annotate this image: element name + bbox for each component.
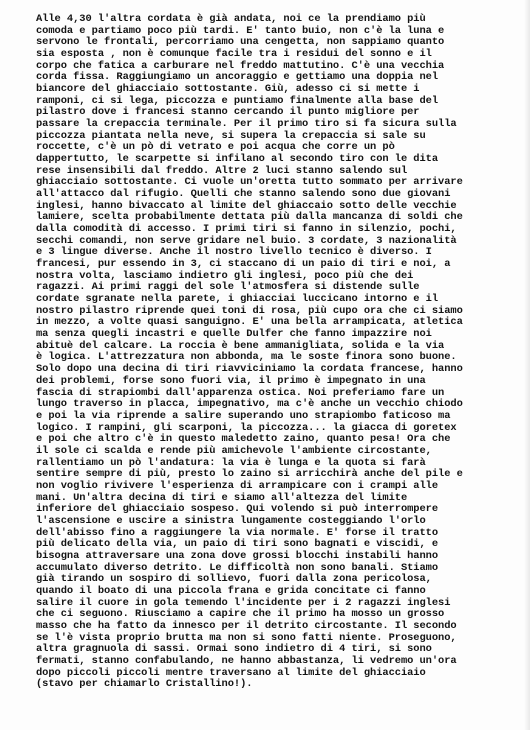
text-line: fascia di strapiombi dall'apparenza ostica. Noi preferiamo fare un: [36, 386, 445, 399]
text-line: nostra volta, lasciamo indietro gli inglesi, poco più che dei: [36, 269, 414, 282]
text-line: servono le frontali, percorriamo una cengetta, non sappiamo quanto: [36, 36, 445, 49]
text-line: lamiere, scelta probabilmente dettata più dalla mancanza di soldi che: [36, 211, 463, 224]
text-line: dappertutto, le scarpette si infilano al secondo tiro con le dita: [36, 153, 439, 166]
text-line: fermati, stanno confabulando, ne hanno abbastanza, li vedremo un'ora: [36, 654, 457, 667]
text-line: ma senza quegli incastri e quelle Dulfer che fanno impazzire noi: [36, 328, 432, 341]
text-line: dei problemi, forse sono fuori via, il primo è impegnato in una: [36, 374, 426, 387]
text-line: logico. I rampini, gli scarponi, la piccozza... la giacca di goretex: [36, 421, 457, 434]
text-line: cordate sgranate nella parete, i ghiacciai luccicano intorno e il: [36, 293, 439, 306]
text-line: Solo dopo una decina di tiri riavviciniamo la cordata francese, hanno: [36, 363, 463, 376]
text-line: non voglio rivivere l'esperienza di arrampicare con i crampi alle: [36, 479, 439, 492]
text-line: che ci seguono. Riusciamo a capire che il primo ha mosso un grosso: [36, 608, 445, 621]
text-line: secchi comandi, non serve gridare nel buio. 3 cordate, 3 nazionalità: [36, 234, 457, 247]
text-line: quando il boato di una piccola frana e grida concitate ci fanno: [36, 584, 426, 597]
text-line: inglesi, hanno bivaccato al limite del ghiaccaio sotto delle vecchie: [36, 199, 457, 212]
text-line: dalla comodità di accesso. I primi tiri si fanno in silenzio, pochi,: [36, 223, 457, 236]
text-line: già tirando un sospiro di sollievo, fuori dalla zona pericolosa,: [36, 573, 432, 586]
text-line: abituè del calcare. La roccia è bene ammanigliata, solida e la via: [36, 339, 445, 352]
text-line: e 3 lingue diverse. Anche il nostro livello tecnico è diverso. I: [36, 246, 432, 259]
text-line: masso che ha fatto da innesco per il detrito circostante. Il secondo: [36, 619, 457, 632]
text-line: corda fissa. Raggiungiamo un ancoraggio e gettiamo una doppia nel: [36, 71, 439, 84]
text-line: ghiacciaio sottostante. Ci vuole un'oretta tutto sommato per arrivare: [36, 176, 463, 189]
text-line: l'ascensione e uscire a sinistra lungamente costeggiando l'orlo: [36, 514, 426, 527]
text-line: in mezzo, a volte quasi sanguigno. E' una bella arrampicata, atletica: [36, 316, 463, 329]
typewritten-text: [36, 14, 510, 691]
text-line: all'attacco dal rifugio. Quelli che stanno salendo sono due giovani: [36, 188, 451, 201]
text-line: rese insensibili dal freddo. Altre 2 luci stanno salendo sul: [36, 164, 408, 177]
text-line: sia esposta , non è comunque facile tra i residui del sonno e il: [36, 48, 432, 61]
text-line: è logica. L'attrezzatura non abbonda, ma le soste finora sono buone.: [36, 351, 457, 364]
text-line: pilastro dove i francesi stanno cercando il punto migliore per: [36, 106, 420, 119]
text-line: e poi che altro c'è in questo maledetto zaino, quanto pesa! Ora che: [36, 433, 451, 446]
text-line: Alle 4,30 l'altra cordata è già andata, noi ce la prendiamo più: [36, 13, 426, 25]
text-line: se l'è vista proprio brutta ma non si sono fatti niente. Proseguono,: [36, 631, 457, 644]
text-line: lungo traverso in placca, impegnativo, ma c'è anche un vecchio chiodo: [36, 398, 463, 411]
text-line: piccozza piantata nella neve, si supera la crepaccia si sale su: [36, 129, 426, 142]
text-line: più delicato della via, un paio di tiri sono bagnati e viscidi, e: [36, 538, 439, 551]
text-line: rallentiamo un pò l'andatura: la via è lunga e la quota si farà: [36, 456, 426, 469]
text-line: e poi la via riprende a salire superando uno strapiombo faticoso ma: [36, 409, 451, 422]
text-line: altra gragnuola di sassi. Ormai sono indietro di 4 tiri, si sono: [36, 643, 432, 656]
text-line: passare la crepaccia terminale. Per il primo tiro si fa sicura sulla: [36, 118, 457, 131]
text-line: corpo che fatica a carburare nel freddo mattutino. C'è una vecchia: [36, 59, 445, 72]
text-line: dopo piccoli piccoli mentre traversano al limite del ghiacciaio: [36, 666, 426, 679]
text-line: inferiore del ghiacciaio sospeso. Qui volendo si può interrompere: [36, 503, 439, 516]
text-line: francesi, pur essendo in 3, ci staccano di un paio di tiri e noi, a: [36, 258, 451, 271]
text-line: (stavo per chiamarlo Cristallino!).: [36, 678, 253, 691]
text-line: comoda e partiamo poco più tardi. E' tanto buio, non c'è la luna e: [36, 24, 445, 37]
text-line: roccette, c'è un pò di vetrato e poi acqua che corre un pò: [36, 141, 395, 154]
text-line: dell'abisso fino a raggiungere la via normale. E' forse il tratto: [36, 526, 439, 539]
text-line: accumulato diverso detrito. Le difficoltà non sono banali. Stiamo: [36, 561, 439, 574]
text-line: nostro pilastro riprende quei toni di rosa, più cupo ora che ci siamo: [36, 304, 463, 317]
text-line: ramponi, ci si lega, piccozza e puntiamo finalmente alla base del: [36, 94, 439, 107]
text-line: salire il cuore in gola temendo l'incidente per i 2 ragazzi inglesi: [36, 596, 451, 609]
text-line: il sole ci scalda e rende più amichevole l'ambiente circostante,: [36, 444, 432, 457]
text-line: ragazzi. Ai primi raggi del sole l'atmosfera si distende sulle: [36, 281, 420, 294]
text-line: bisogna attraversare una zona dove grossi blocchi instabili hanno: [36, 549, 439, 562]
text-line: mani. Un'altra decina di tiri e siamo all'altezza del limite: [36, 491, 408, 504]
text-line: sentire sempre di più, presto lo zaino si arricchirà anche del pile e: [36, 468, 463, 481]
text-line: biancore del ghiacciaio sottostante. Giù, adesso ci si mette i: [36, 83, 420, 96]
